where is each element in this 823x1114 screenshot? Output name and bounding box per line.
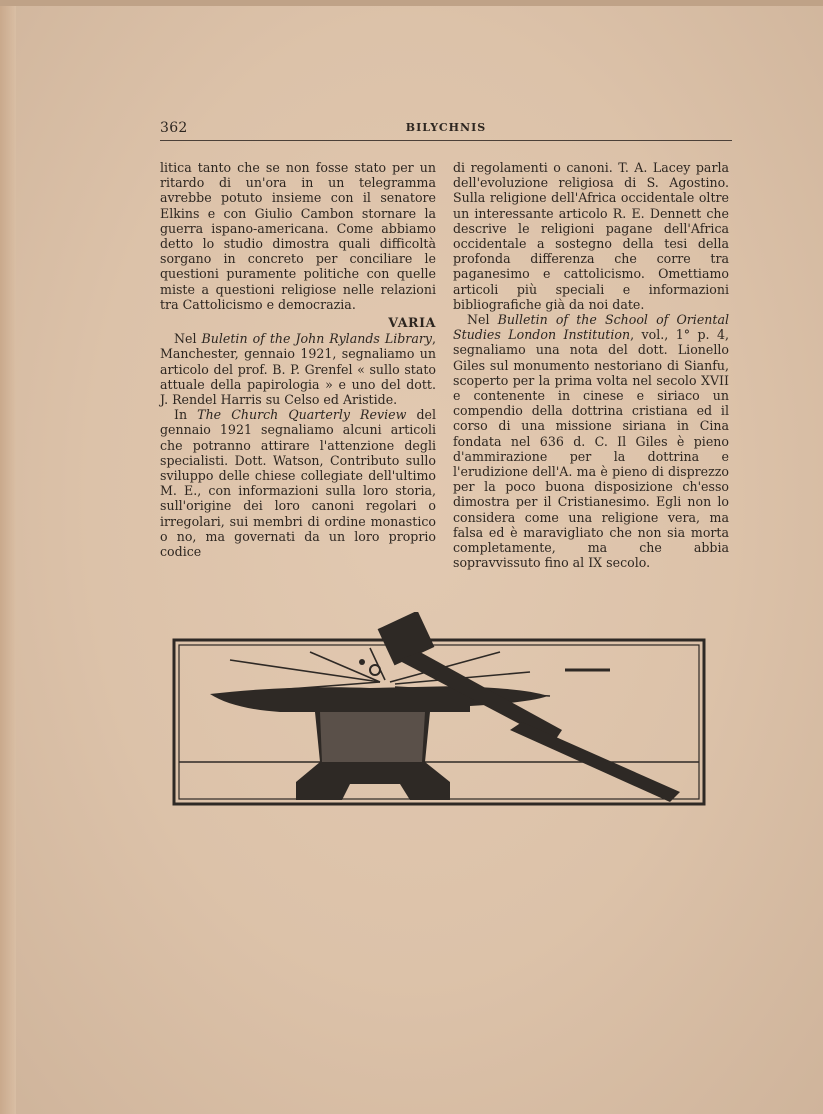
paragraph-oriental-studies bbox=[453, 312, 729, 570]
page-top-edge bbox=[0, 0, 823, 6]
anvil-waist bbox=[320, 712, 425, 762]
anvil-hammer-woodcut-icon bbox=[170, 612, 708, 812]
periodical-title: The Church Quarterly Review bbox=[197, 407, 407, 423]
text-run: Nel bbox=[467, 312, 498, 328]
paragraph-continued: litica tanto che se non fosse stato per un ritardo di un'ora in un telegramma avrebbe potuto insieme con il senatore Elkins e con Giulio Cambon stornare la guerra ispano-americana. Come abbiamo detto lo studio dimostra quali difficoltà sorgano in concreto per conciliare le questioni puramente politiche con quelle miste a questioni religiose nelle relazioni tra Cattolicismo e democrazia. bbox=[160, 160, 436, 312]
page-edge bbox=[0, 0, 16, 1114]
text-run: In bbox=[174, 407, 198, 423]
text-run: , vol., 1° p. 4, segnaliamo una nota del dott. Lionello Giles sul monumento nestoriano di Sianfu, scoperto per la prima volta nel secolo XVII e contenente in cinese e siriaco un compendio della dottrina cristiana ed il corso di una missione siriana in Cina fondata nel 636 d. C. Il Giles è pieno d'ammirazione per la dottrina e l'erudizione dell'A. ma è pieno di disprezzo per la poco buona disposizione ch'esso dimostra per il Cristianesimo. Egli non lo considera come una religione vera, ma falsa ed è maravigliato che non sia morta completamente, ma che abbia sopravvissuto fino al IX secolo. bbox=[453, 327, 729, 571]
spark bbox=[370, 665, 380, 675]
right-column bbox=[453, 160, 729, 570]
paragraph-continued-right: di regolamenti o canoni. T. A. Lacey parla dell'evoluzione religiosa di S. Agostino. Sulla religione dell'Africa occidentale oltre un interessante articolo R. E. Dennett che descrive le religioni pagane dell'Africa occidentale a sostegno della tesi della profonda differenza che corre tra paganesimo e cattolicismo. Omettiamo articoli più speciali e informazioni bibliografiche già da noi date. bbox=[453, 160, 729, 312]
left-column bbox=[160, 160, 436, 559]
journal-title: BILYCHNIS bbox=[405, 121, 487, 134]
paragraph-church-quarterly bbox=[160, 407, 436, 559]
text-run: Nel bbox=[174, 331, 202, 347]
text-run: del gennaio 1921 segnaliamo alcuni articoli che potranno attirare l'attenzione degli specialisti. Dott. Watson, Contributo sullo sviluppo delle chiese collegiate dell'ultimo M. E., con informazioni sulla loro storia, sull'origine dei loro canoni regolari o irregolari, sui membri di ordine monastico o no, ma governati da un loro proprio codice bbox=[160, 407, 436, 560]
periodical-title: Bulletin of the School of Oriental Studies London Institution bbox=[453, 312, 729, 343]
running-header bbox=[160, 120, 732, 141]
spark bbox=[359, 659, 365, 665]
page-number: 362 bbox=[160, 120, 188, 136]
paragraph-rylands bbox=[160, 331, 436, 407]
periodical-title: Buletin of the John Rylands Library bbox=[201, 331, 432, 347]
section-heading-varia: VARIA bbox=[388, 315, 436, 331]
text-run: , Manchester, gennaio 1921, segnaliamo un articolo del prof. B. P. Grenfel « sullo stato attuale della papirologia » e uno del dott. J. Rendel Harris su Celso ed Aristide. bbox=[160, 331, 436, 408]
